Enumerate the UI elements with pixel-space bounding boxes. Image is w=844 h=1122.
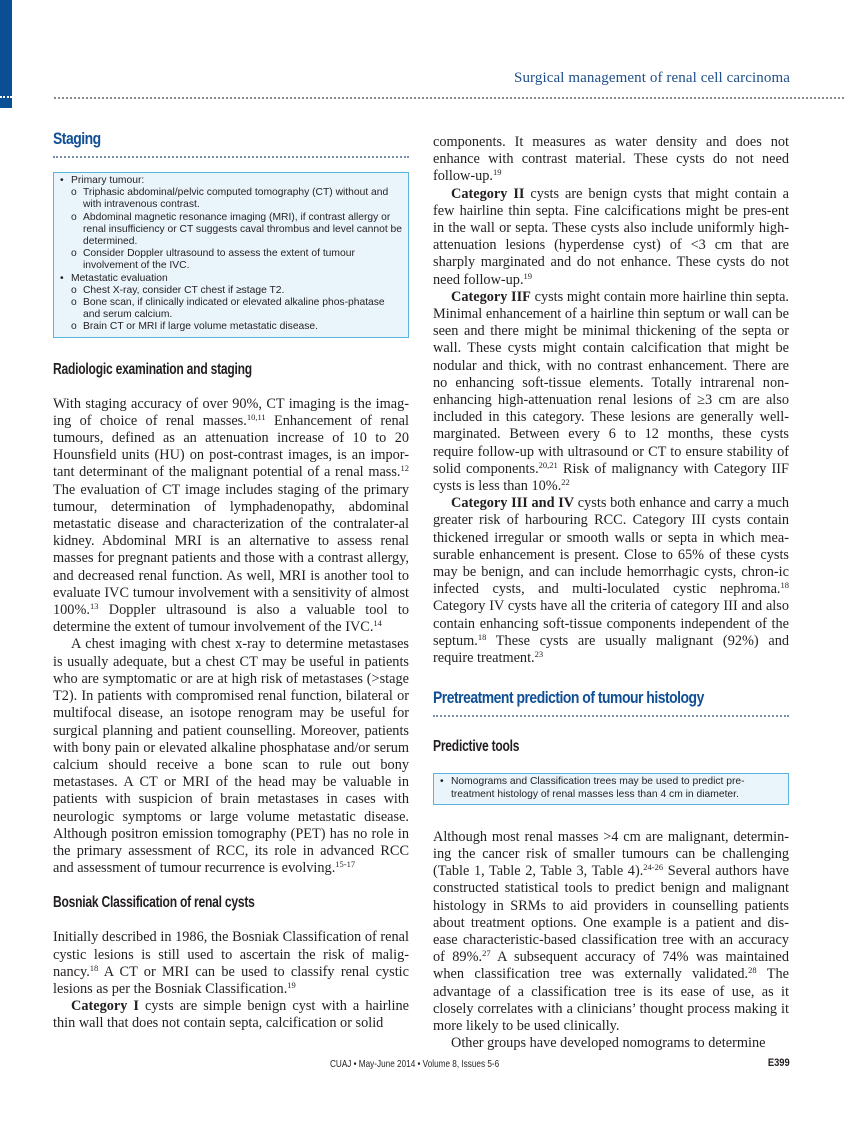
radiologic-paragraph-2: A chest imaging with chest x-ray to determine metastases is usually adequate, but a chest CT may be useful in patients who are symptomatic or are at high risk of metastases (>stage T2). In patients with compromised renal function, bilateral or multifocal disease, an isotope renogram may be useful for surgical planning and patient counselling. Moreover, patients with bony pain or elevated alkaline phosphatase and/or serum calcium should receive a bone scan to rule out bony metastases. A CT or MRI of the head may be valuable in patients with suspicion of brain metastases in cases with neurologic symptoms or large volume metastatic disease. Although positron emission tomography (PET) has no role in the primary assessment of RCC, its role in advanced RCC and assessment of tumour recurrence is evolving.$^{15-17}$: [53, 636, 409, 877]
primary-item: o Abdominal magnetic resonance imaging (MRI), if contrast allergy or renal insufficiency or CT suggests caval thrombus and level cannot be determined.: [60, 212, 402, 249]
category-3-4-paragraph: Category III and IV cysts both enhance and carry a much greater risk of harbouring RCC. Category III cysts contain thickened irregular or smooth walls or septa in which mea-surable enhancement is present. Close to 65% of these cysts may be benign, and can include hemorrhagic cysts, chron-ic infected cysts, and multi-loculated cystic nephroma.$^{18}$ Category IV cysts have all the criteria of category III and also contain enhancing soft-tissue components independent of the septum.$^{18}$ These cysts are usually malignant (92%) and require treatment.$^{23}$: [433, 495, 789, 667]
left-column: [53, 128, 409, 1033]
right-column: [433, 134, 789, 1052]
bosniak-paragraph-1: Initially described in 1986, the Bosniak Classification of renal cystic lesions is still used to ascertain the risk of malig-nancy.$^{18}$ A CT or MRI can be used to classify renal cystic lesions as per the Bosniak Classification.$^{19}$: [53, 929, 409, 997]
accent-bar-dots: [0, 96, 12, 100]
radiologic-paragraph-1: With staging accuracy of over 90%, CT imaging is the imag-ing of choice of renal masses.$^{10,11}$ Enhancement of renal tumours, defined as an attenuation increase of 10 to 20 Hounsfield units (HU) on post-contrast images, is an impor-tant determinant of the malignant potential of a renal mass.$^{12}$ The evaluation of CT image includes staging of the primary tumour, determination of lymphadenopathy, abdominal metastatic disease and characterization of the contralater-al kidney. Abdominal MRI is an alternative to assess renal masses for pregnant patients and those with a contrast allergy, and decreased renal function. As well, MRI is another tool to evaluate IVC tumour involvement with a sensitivity of almost 100%.$^{13}$ Doppler ultrasound is also a valuable tool to determine the extent of tumour involvement of the IVC.$^{14}$: [53, 395, 409, 636]
pretreatment-heading: Pretreatment prediction of tumour histology: [433, 688, 704, 708]
predictive-paragraph: Although most renal masses >4 cm are malignant, determin-ing the cancer risk of smaller tumours can be challenging (Table 1, Table 2, Table 3, Table 4).$^{24-26}$ Several authors have constructed statistical tools to predict benign and malignant histology in SRMs to aid providers in counselling patients about treatment options. One example is a patient and dis-ease characteristic-based classification tree with an accuracy of 89%.$^{27}$ A subsequent accuracy of 74% was maintained when classification tree was externally validated.$^{28}$ The advantage of a classification tree is its ease of use, as it closely correlates with a clinicians’ thought process making it more likely to be used clinically.: [433, 828, 790, 1034]
journal-accent-bar: [0, 0, 12, 108]
bosniak-category-1-paragraph: Category I cysts are simple benign cyst with a hairline thin wall that does not contain septa, calcification or solid: [53, 998, 409, 1032]
journal-citation: CUAJ • May-June 2014 • Volume 8, Issues 5-6: [330, 1058, 500, 1070]
staging-heading-rule: [53, 156, 409, 158]
primary-item: o Triphasic abdominal/pelvic computed tomography (CT) without and with intravenous contrast.: [60, 187, 402, 211]
metastatic-label: • Metastatic evaluation: [60, 273, 402, 285]
metastatic-item: o Bone scan, if clinically indicated or elevated alkaline phos-phatase and serum calcium.: [60, 297, 402, 321]
primary-item: o Consider Doppler ultrasound to assess the extent of tumour involvement of the IVC.: [60, 248, 402, 272]
pretreatment-heading-rule: [433, 715, 789, 717]
running-title: Surgical management of renal cell carcinoma: [514, 70, 790, 86]
category-1-continuation: components. It measures as water density and does not enhance with contrast material. These cysts do not need follow-up.$^{19}$: [433, 134, 789, 185]
predictive-tools-item: • Nomograms and Classification trees may be used to predict pre-treatment histology of renal masses less than 4 cm in diameter.: [440, 776, 782, 800]
staging-summary-box: [53, 172, 409, 338]
nomogram-paragraph: Other groups have developed nomograms to determine: [451, 1035, 766, 1052]
page-number: E399: [768, 1057, 790, 1069]
staging-heading: Staging: [53, 129, 101, 148]
metastatic-item: o Brain CT or MRI if large volume metastatic disease.: [60, 321, 402, 333]
bosniak-heading: Bosniak Classification of renal cysts: [53, 894, 255, 912]
predictive-tools-box: [433, 773, 789, 804]
primary-tumour-label: • Primary tumour:: [60, 175, 402, 187]
radiologic-heading: Radiologic examination and staging: [53, 360, 252, 378]
header-dotted-rule: [54, 97, 844, 99]
category-2f-paragraph: Category IIF cysts might contain more hairline thin septa. Minimal enhancement of a hairline thin septum or wall can be seen and there might be minimal thickening of the septa or wall. These cysts might contain calcification that might be nodular and thick, with no contrast enhancement. There are no enhancing soft-tissue elements. Totally intrarenal non-enhancing high-attenuation renal lesions of ≥3 cm are also included in this category. These lesions are generally well-marginated. Between every 6 to 12 months, these cysts require follow-up with ultrasound or CT to ensure stability of solid components.$^{20,21}$ Risk of malignancy with Category IIF cysts is less than 10%.$^{22}$: [433, 288, 789, 495]
predictive-tools-heading: Predictive tools: [433, 738, 520, 756]
metastatic-item: o Chest X-ray, consider CT chest if ≥stage T2.: [60, 285, 402, 297]
category-2-paragraph: Category II cysts are benign cysts that might contain a few hairline thin septa. Fine calcifications might be pres-ent in the wall or septa. These cysts also include uniformly high-attenuation lesions (hyperdense cyst) of <3 cm that are sharply marginated and do not enhance. These cysts do not need follow-up.$^{19}$: [433, 185, 789, 288]
